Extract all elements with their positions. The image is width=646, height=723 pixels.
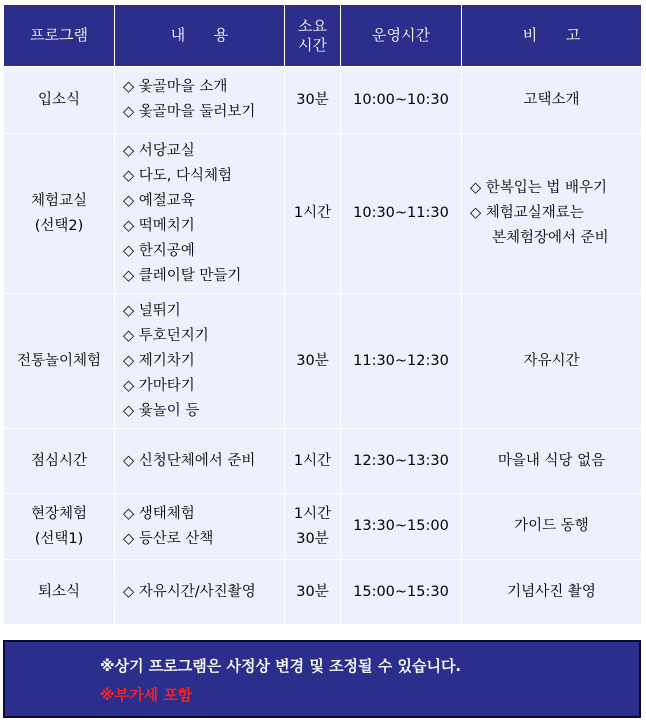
- content-item: ◇ 생태체험: [123, 505, 195, 522]
- remarks-cell: [462, 494, 642, 560]
- remarks-text: 마을내 식당 없음: [497, 452, 606, 469]
- content-item: ◇ 다도, 다식체험: [123, 167, 233, 184]
- content-item: ◇ 서당교실: [123, 142, 195, 159]
- duration-cell: [285, 560, 341, 625]
- remarks-text: 가이드 동행: [514, 518, 589, 534]
- duration-value: 1시간: [293, 205, 332, 221]
- table-row: [4, 560, 642, 625]
- content-item: ◇ 신청단체에서 준비: [123, 452, 256, 469]
- program-cell: [4, 429, 115, 494]
- hours-cell: 12:30~13:30: [341, 429, 462, 494]
- hours-cell: 13:30~15:00: [341, 494, 462, 560]
- program-cell: [4, 494, 115, 560]
- content-item: ◇ 제기차기: [123, 352, 195, 369]
- duration-value: 30분: [296, 91, 329, 108]
- content-item: ◇ 널뛰기: [123, 302, 181, 319]
- table-header-row: [4, 5, 642, 67]
- content-cell: [115, 134, 285, 294]
- table-row: [4, 134, 642, 294]
- content-item: ◇ 클레이탈 만들기: [123, 267, 242, 284]
- notice-box: [3, 640, 641, 718]
- table-row: [4, 67, 642, 134]
- duration-cell: [285, 134, 341, 294]
- program-name: 전통놀이체험: [16, 352, 102, 369]
- hours-cell: 15:00~15:30: [341, 560, 462, 625]
- remarks-text: ◇ 체험교실재료는: [470, 205, 584, 221]
- program-cell: [4, 560, 115, 625]
- remarks-cell: [462, 429, 642, 494]
- program-name: 퇴소식: [37, 583, 81, 600]
- header-hours: 운영시간: [341, 5, 462, 67]
- program-name: 체험교실: [30, 192, 88, 209]
- hours-cell: 10:30~11:30: [341, 134, 462, 294]
- program-name: 점심시간: [30, 452, 88, 469]
- duration-cell: [285, 494, 341, 560]
- content-item: ◇ 예절교육: [123, 192, 195, 209]
- header-duration-line2: 시간: [298, 35, 327, 54]
- remarks-cell: [462, 67, 642, 134]
- remarks-cell: [462, 134, 642, 294]
- content-item: ◇ 윷놀이 등: [123, 402, 200, 419]
- header-duration: [285, 5, 341, 67]
- content-cell: [115, 429, 285, 494]
- program-option: (선택2): [34, 217, 84, 234]
- header-remarks: 비 고: [462, 5, 642, 67]
- program-name: 현장체험: [30, 505, 88, 522]
- header-program: 프로그램: [4, 5, 115, 67]
- duration-value: 1시간: [293, 452, 332, 469]
- remarks-text: 본체험장에서 준비: [492, 230, 609, 246]
- table-row: [4, 429, 642, 494]
- table-row: [4, 294, 642, 429]
- content-cell: [115, 560, 285, 625]
- content-item: ◇ 한지공예: [123, 242, 195, 259]
- content-item: ◇ 옻골마을 둘러보기: [123, 104, 256, 120]
- vat-notice: ※부가세 포함: [100, 686, 193, 704]
- program-cell: [4, 67, 115, 134]
- program-cell: [4, 134, 115, 294]
- hours-cell: 10:00~10:30: [341, 67, 462, 134]
- remarks-text: 고택소개: [523, 91, 580, 108]
- program-schedule-table: [3, 4, 642, 625]
- duration-cell: [285, 67, 341, 134]
- program-cell: [4, 294, 115, 429]
- content-item: ◇ 떡메치기: [123, 217, 195, 234]
- remarks-cell: [462, 294, 642, 429]
- duration-value: 1시간: [293, 505, 332, 522]
- remarks-cell: [462, 560, 642, 625]
- hours-cell: 11:30~12:30: [341, 294, 462, 429]
- duration-value: 30분: [296, 352, 329, 369]
- content-cell: [115, 494, 285, 560]
- content-item: ◇ 투호던지기: [123, 327, 209, 344]
- change-notice: ※상기 프로그램은 사정상 변경 및 조정될 수 있습니다.: [100, 657, 462, 675]
- content-item: ◇ 가마타기: [123, 377, 195, 394]
- duration-value: 30분: [296, 530, 329, 547]
- header-content: 내 용: [115, 5, 285, 67]
- duration-cell: [285, 294, 341, 429]
- header-duration-line1: 소요: [298, 16, 327, 35]
- program-option: (선택1): [34, 530, 84, 547]
- content-item: ◇ 자유시간/사진촬영: [123, 583, 256, 600]
- remarks-text: 자유시간: [523, 352, 580, 369]
- content-cell: [115, 294, 285, 429]
- duration-value: 30분: [296, 583, 329, 600]
- table-row: [4, 494, 642, 560]
- duration-cell: [285, 429, 341, 494]
- content-cell: [115, 67, 285, 134]
- content-item: ◇ 등산로 산책: [123, 530, 214, 547]
- remarks-text: 기념사진 촬영: [507, 583, 596, 600]
- content-item: ◇ 옻골마을 소개: [123, 79, 228, 95]
- remarks-text: ◇ 한복입는 법 배우기: [470, 180, 608, 196]
- program-name: 입소식: [37, 91, 81, 108]
